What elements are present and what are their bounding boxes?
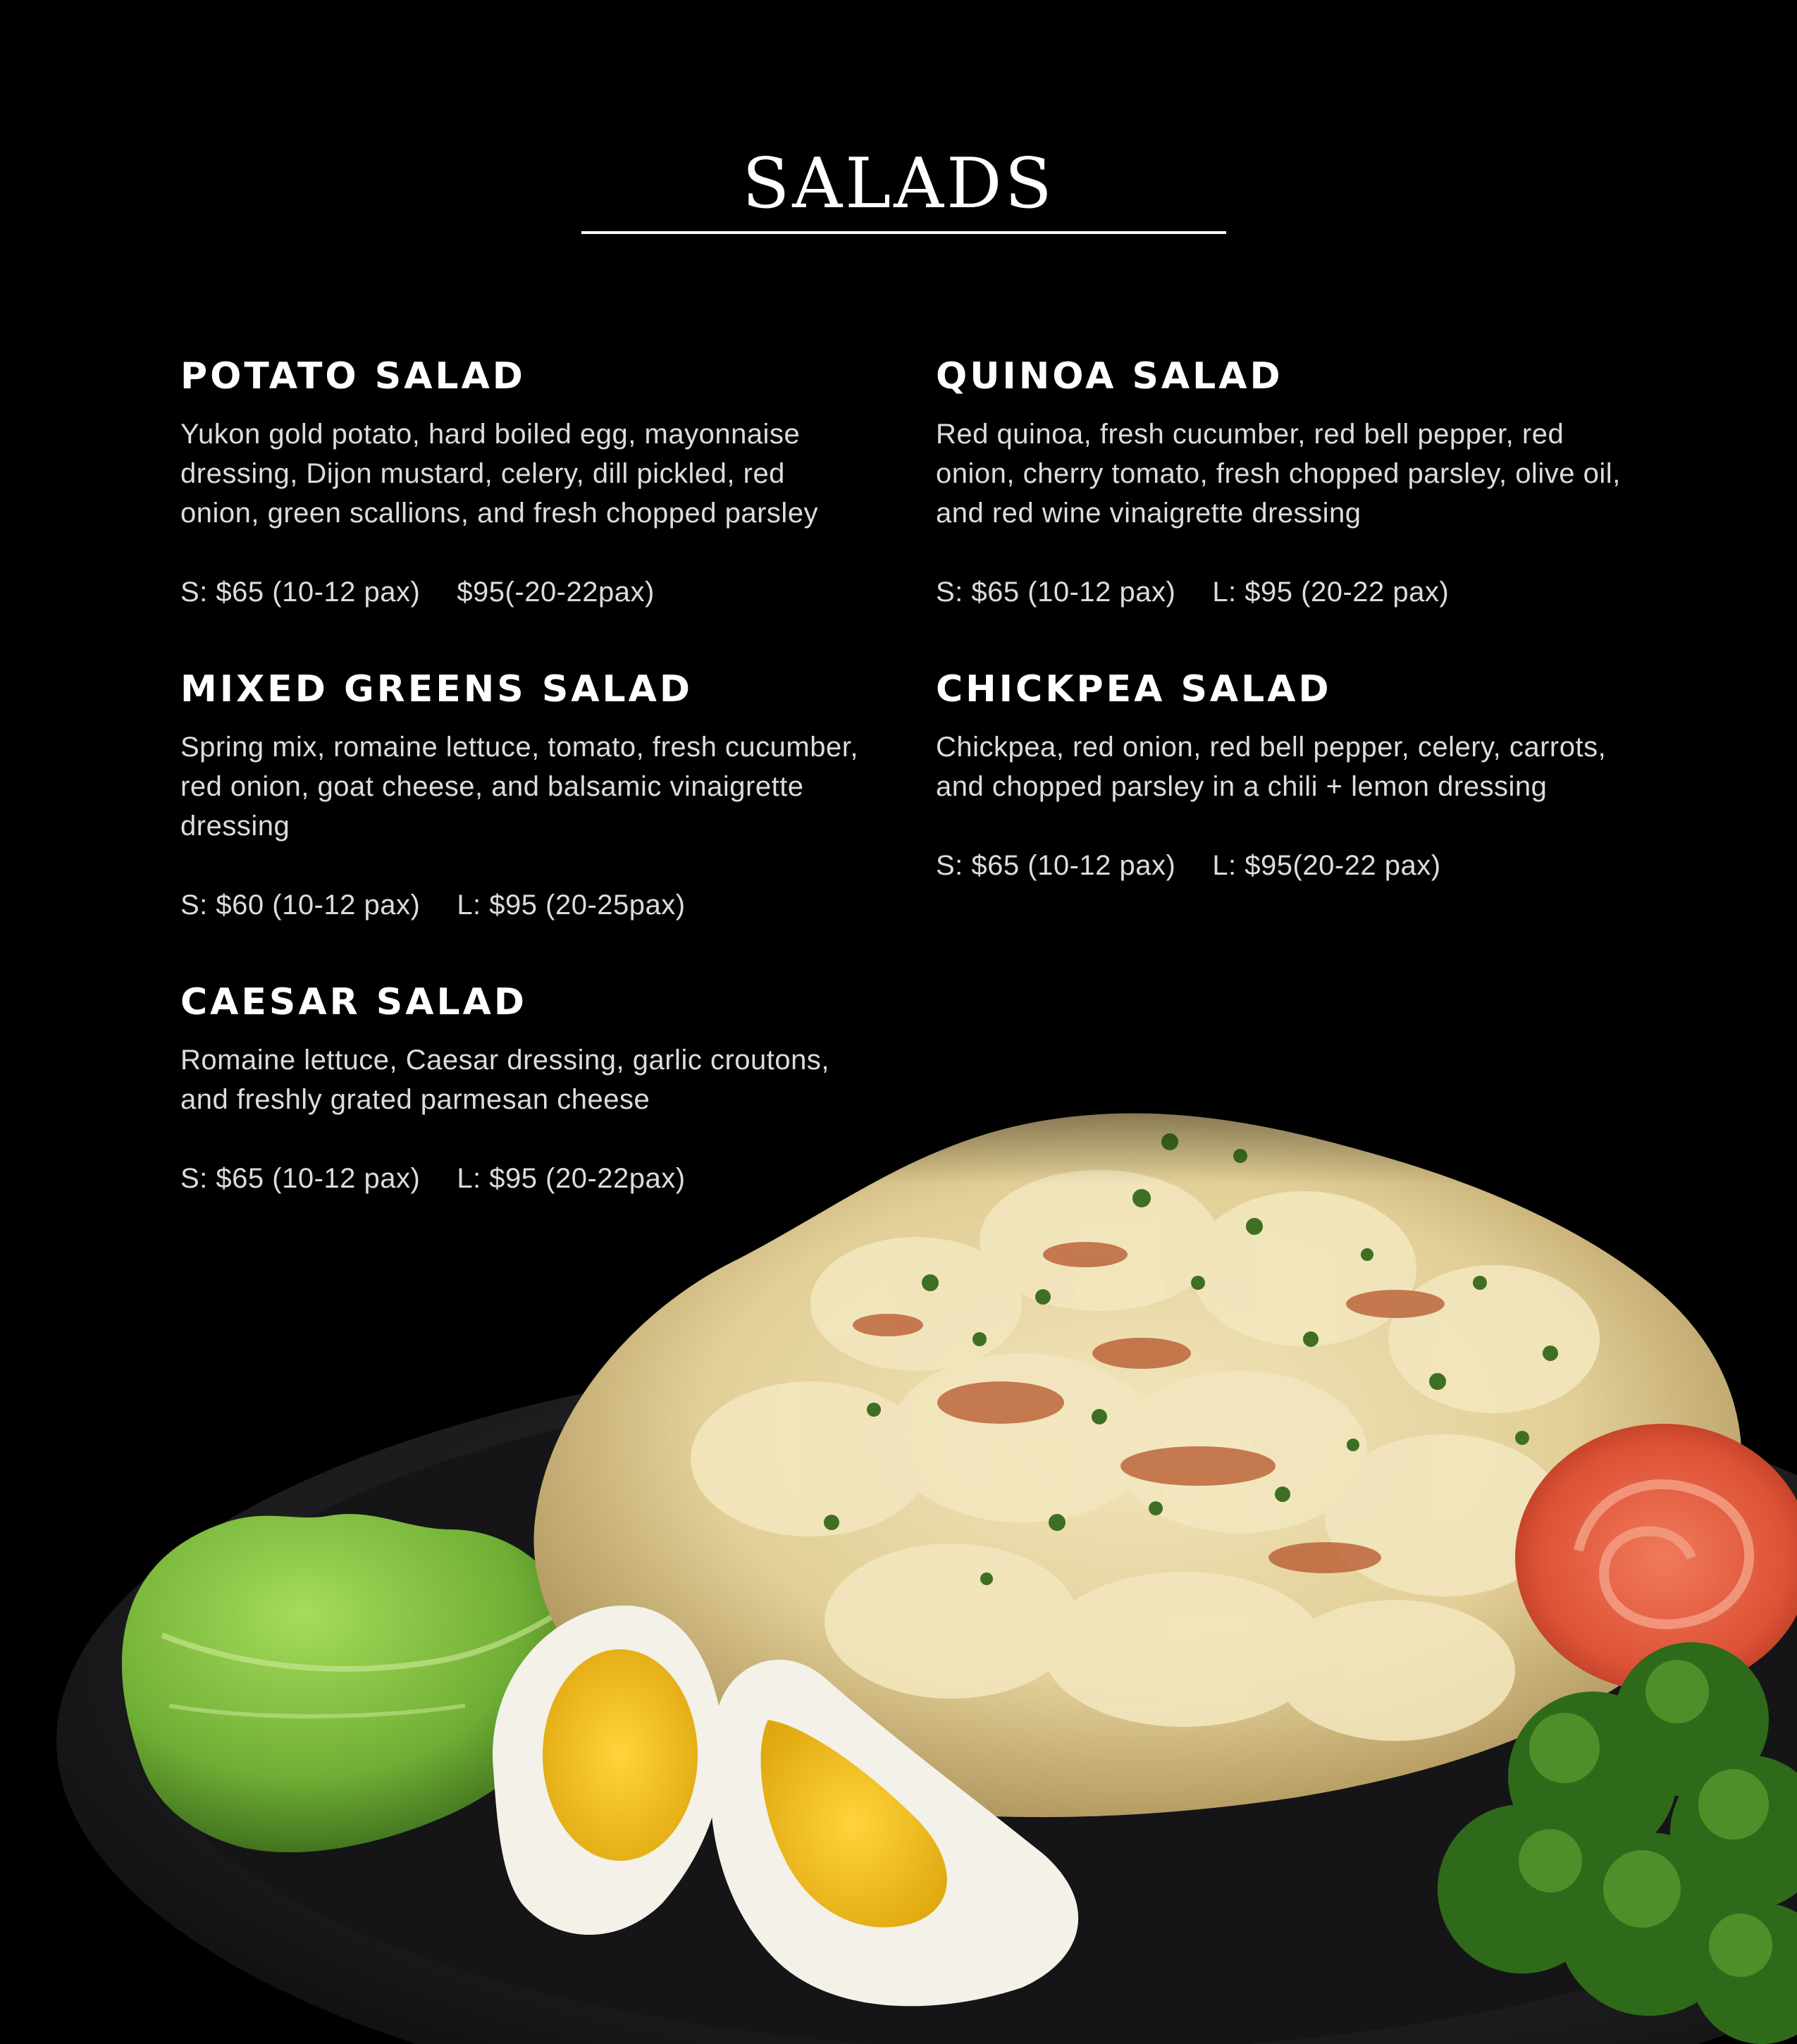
title-underline xyxy=(581,231,1226,234)
item-description: Red quinoa, fresh cucumber, red bell pepper, red onion, cherry tomato, fresh chopped parsley, olive oil, and red wine vinaigrette dressing xyxy=(936,419,1621,529)
price-large: L: $95 (20-22pax) xyxy=(457,1163,686,1194)
menu-item-caesar-salad xyxy=(180,981,871,1198)
price-small: S: $65 (10-12 pax) xyxy=(936,577,1176,608)
item-description: Chickpea, red onion, red bell pepper, celery, carrots, and chopped parsley in a chili + lemon dressing xyxy=(936,732,1607,802)
item-name: POTATO SALAD xyxy=(180,355,526,398)
price-small: S: $65 (10-12 pax) xyxy=(936,850,1176,881)
item-description: Spring mix, romaine lettuce, tomato, fresh cucumber, red onion, goat cheese, and balsamic vinaigrette dressing xyxy=(180,732,858,842)
item-prices xyxy=(180,1159,871,1198)
page-title: SALADS xyxy=(742,144,1055,224)
item-name: QUINOA SALAD xyxy=(936,355,1283,398)
item-prices xyxy=(936,846,1626,885)
item-name: MIXED GREENS SALAD xyxy=(180,668,693,710)
menu-item-quinoa-salad xyxy=(936,355,1626,612)
item-prices xyxy=(936,572,1626,612)
price-large: L: $95(20-22 pax) xyxy=(1212,850,1441,881)
price-small: S: $60 (10-12 pax) xyxy=(180,889,421,921)
price-large: $95(-20-22pax) xyxy=(457,577,655,608)
menu-item-chickpea-salad xyxy=(936,668,1626,885)
price-large: L: $95 (20-22 pax) xyxy=(1212,577,1450,608)
menu-item-potato-salad xyxy=(180,355,871,612)
item-name: CAESAR SALAD xyxy=(180,981,528,1023)
item-prices xyxy=(180,572,871,612)
price-small: S: $65 (10-12 pax) xyxy=(180,1163,421,1194)
item-name: CHICKPEA SALAD xyxy=(936,668,1332,710)
price-large: L: $95 (20-25pax) xyxy=(457,889,686,921)
item-description: Yukon gold potato, hard boiled egg, mayonnaise dressing, Dijon mustard, celery, dill pickled, red onion, green scallions, and fresh chopped parsley xyxy=(180,419,819,529)
price-small: S: $65 (10-12 pax) xyxy=(180,577,421,608)
item-prices xyxy=(180,885,871,925)
item-description: Romaine lettuce, Caesar dressing, garlic croutons, and freshly grated parmesan cheese xyxy=(180,1045,829,1115)
menu-item-mixed-greens-salad xyxy=(180,668,871,925)
